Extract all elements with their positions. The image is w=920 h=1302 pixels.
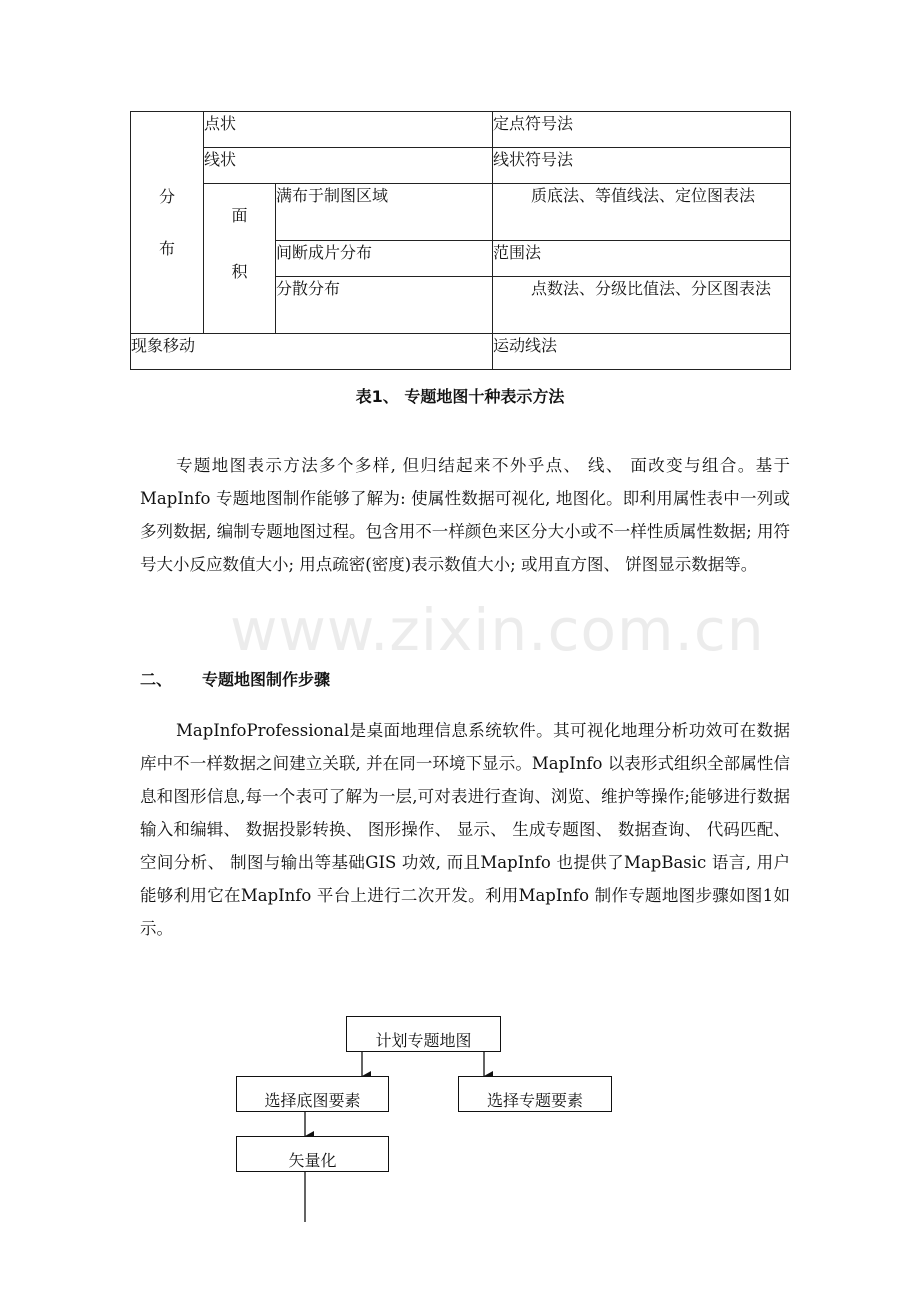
area-label-2: 积 xyxy=(231,262,248,281)
flow-box-plan: 计划专题地图 xyxy=(346,1016,501,1052)
paragraph-2 xyxy=(140,714,790,945)
row-area2-label: 间断成片分布 xyxy=(276,241,493,277)
watermark: www.zixin.com.cn xyxy=(230,596,765,664)
distribution-group-cell xyxy=(131,112,204,334)
table-caption: 表1、 专题地图十种表示方法 xyxy=(355,387,565,406)
row-point-method: 定点符号法 xyxy=(493,112,791,148)
row-line-label: 线状 xyxy=(204,148,493,184)
row-line-method: 线状符号法 xyxy=(493,148,791,184)
row-area3-method: 点数法、分级比值法、分区图表法 xyxy=(493,277,791,334)
flow-box-theme: 选择专题要素 xyxy=(458,1076,612,1112)
paragraph-1 xyxy=(140,449,790,581)
row-movement-label: 现象移动 xyxy=(131,334,493,370)
group-label-2: 布 xyxy=(158,238,175,258)
row-area1-method: 质底法、等值线法、定位图表法 xyxy=(493,184,791,241)
section-title: 专题地图制作步骤 xyxy=(202,670,331,689)
flow-box-vector: 矢量化 xyxy=(236,1136,389,1172)
flow-box-base: 选择底图要素 xyxy=(236,1076,389,1112)
paragraph-1-text: 专题地图表示方法多个多样, 但归结起来不外乎点、 线、 面改变与组合。基于 MapInfo 专题地图制作能够了解为: 使属性数据可视化, 地图化。即利用属性表中一列或多列数据, 编制专题地图过程。包含用不一样颜色来区分大小或不一样性质属性数据; 用符号大小反应数值大小; 用点疏密(密度)表示数值大小; 或用直方图、 饼图显示数据等。 xyxy=(140,456,790,574)
row-point-label: 点状 xyxy=(204,112,493,148)
group-label-1: 分 xyxy=(158,186,175,206)
area-label-1: 面 xyxy=(231,206,248,225)
section-heading xyxy=(140,667,330,690)
section-number: 二、 xyxy=(140,670,173,689)
row-area3-label: 分散分布 xyxy=(276,277,493,334)
row-area1-label: 满布于制图区域 xyxy=(276,184,493,241)
paragraph-2-text: MapInfoProfessional是桌面地理信息系统软件。其可视化地理分析功效可在数据库中不一样数据之间建立关联, 并在同一环境下显示。MapInfo 以表形式组织全部属性信息和图形信息,每一个表可了解为一层,可对表进行查询、浏览、维护等操作;能够进行数据输入和编辑、 数据投影转换、 图形操作、 显示、 生成专题图、 数据查询、 代码匹配、 空间分析、 制图与输出等基础GIS 功效, 而且MapInfo 也提供了MapBasic 语言, 用户能够利用它在MapInfo 平台上进行二次开发。利用MapInfo 制作专题地图步骤如图1如示。 xyxy=(140,721,790,938)
area-group-cell xyxy=(204,184,276,334)
row-movement-method: 运动线法 xyxy=(493,334,791,370)
row-area2-method: 范围法 xyxy=(493,241,791,277)
methods-table xyxy=(130,111,791,370)
